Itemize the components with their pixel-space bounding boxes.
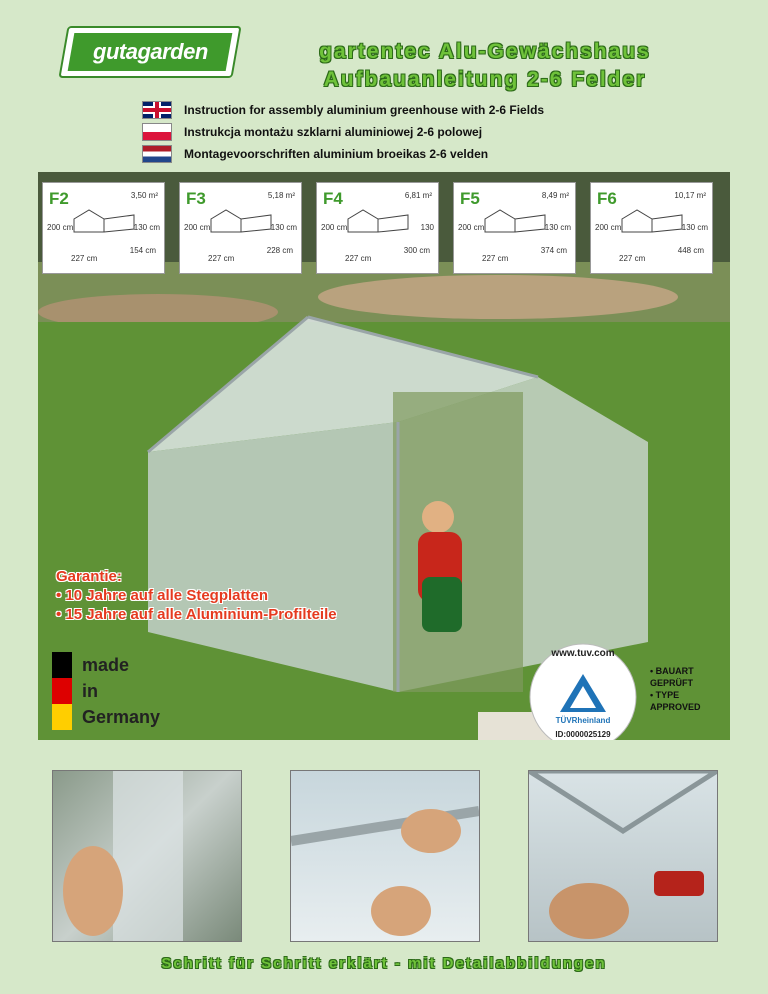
nl-flag-icon: [142, 145, 172, 163]
page-title: [245, 38, 725, 94]
made-text: made: [82, 655, 130, 675]
language-row-nl: [142, 144, 488, 164]
title-line-2: Aufbauanleitung 2-6 Felder: [323, 68, 647, 91]
approval-badge: • BAUART GEPRÜFT: [650, 665, 730, 689]
logo-text: gutagarden: [92, 39, 208, 64]
model-depth: 227 cm: [71, 254, 98, 263]
model-height: 200 cm: [458, 223, 485, 232]
approval-badges: [650, 665, 730, 713]
guarantee-item: • 15 Jahre auf alle Aluminium-Profilteile: [56, 606, 337, 623]
logo-badge: [68, 33, 233, 71]
model-area: 8,49 m²: [541, 191, 569, 200]
model-code: F6: [597, 189, 617, 208]
model-height: 200 cm: [595, 223, 622, 232]
made-in-germany: [52, 652, 160, 730]
model-side: 130 cm: [681, 223, 708, 232]
model-length: 374 cm: [540, 246, 567, 255]
guarantee-heading: Garantie:: [56, 568, 122, 585]
tuv-seal: [528, 642, 638, 740]
greenhouse-outline-icon: [480, 207, 550, 237]
model-length: 228 cm: [266, 246, 293, 255]
model-panel-f3: [179, 182, 302, 274]
approval-badge: • TYPE APPROVED: [650, 689, 730, 713]
greenhouse-outline-icon: [206, 207, 276, 237]
germany-flag-icon: [52, 652, 72, 730]
detail-photo-2: [290, 770, 480, 942]
language-text: Montagevoorschriften aluminium broeikas 2-6 velden: [184, 147, 489, 161]
model-panel-f5: [453, 182, 576, 274]
model-code: F5: [460, 189, 480, 208]
guarantee-item: • 10 Jahre auf alle Stegplatten: [56, 587, 268, 604]
greenhouse-outline-icon: [617, 207, 687, 237]
pl-flag-icon: [142, 123, 172, 141]
model-length: 300 cm: [403, 246, 430, 255]
detail-photo-3: [528, 770, 718, 942]
greenhouse-photo: [38, 172, 730, 740]
model-panel-f6: [590, 182, 713, 274]
brand-logo: [58, 26, 241, 78]
model-area: 10,17 m²: [674, 191, 706, 200]
language-text: Instruction for assembly aluminium greenhouse with 2-6 Fields: [184, 103, 545, 117]
model-side: 130 cm: [544, 223, 571, 232]
model-length: 154 cm: [129, 246, 156, 255]
tuv-name: TÜVRheinland: [555, 716, 611, 725]
germany-text: Germany: [82, 707, 161, 727]
model-depth: 227 cm: [345, 254, 372, 263]
model-side: 130: [420, 223, 434, 232]
model-height: 200 cm: [321, 223, 348, 232]
model-side: 130 cm: [133, 223, 160, 232]
in-text: in: [82, 681, 98, 701]
detail-illustration: [529, 771, 717, 941]
model-side: 130 cm: [270, 223, 297, 232]
title-line-1: gartentec Alu-Gewächshaus: [319, 40, 651, 63]
greenhouse-outline-icon: [69, 207, 139, 237]
model-height: 200 cm: [184, 223, 211, 232]
detail-illustration: [291, 771, 479, 941]
model-height: 200 cm: [47, 223, 74, 232]
model-code: F4: [323, 189, 343, 208]
uk-flag-icon: [142, 101, 172, 119]
language-text: Instrukcja montażu szklarni aluminiowej 2-6 polowej: [184, 125, 483, 139]
greenhouse-outline-icon: [343, 207, 413, 237]
guarantee-block: [56, 567, 337, 624]
model-depth: 227 cm: [208, 254, 235, 263]
model-area: 6,81 m²: [404, 191, 432, 200]
model-panel-f2: [42, 182, 165, 274]
detail-illustration: [53, 771, 241, 941]
language-row-en: [142, 100, 544, 120]
footer-tagline: Schritt für Schritt erklärt - mit Detailabbildungen: [161, 955, 607, 972]
model-area: 5,18 m²: [267, 191, 295, 200]
model-code: F2: [49, 189, 69, 208]
model-depth: 227 cm: [482, 254, 509, 263]
model-depth: 227 cm: [619, 254, 646, 263]
model-code: F3: [186, 189, 206, 208]
tuv-id: ID:0000025129: [555, 730, 611, 739]
tuv-url: www.tuv.com: [551, 648, 615, 659]
detail-photo-1: [52, 770, 242, 942]
model-length: 448 cm: [677, 246, 704, 255]
language-row-pl: [142, 122, 482, 142]
model-area: 3,50 m²: [130, 191, 158, 200]
model-panel-f4: [316, 182, 439, 274]
